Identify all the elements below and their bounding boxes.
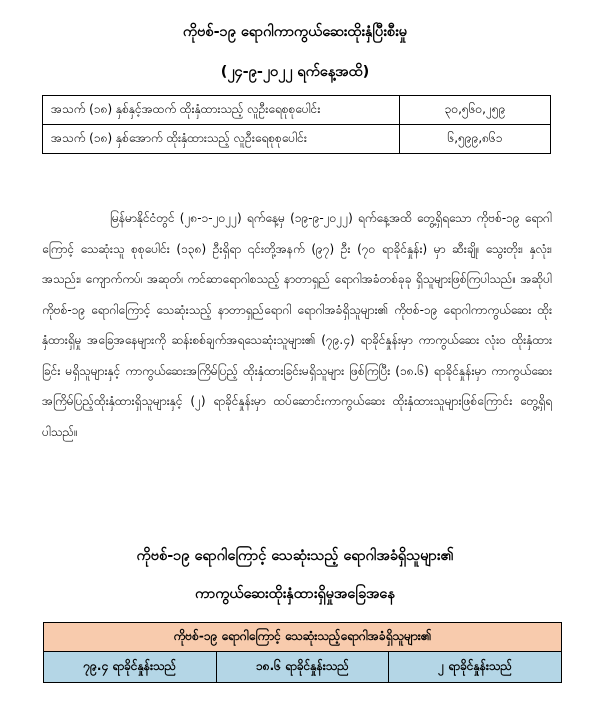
document-title: ကိုဗစ်-၁၉ ရောဂါကာကွယ်ဆေးထိုးနှံပြီးစီးမှု (182, 24, 408, 40)
stat-label-adults: အသက် (၁၈) နှစ်နှင့်အထက် ထိုးနှံထားသည့် လူဦးရေစုစုပေါင်း (43, 96, 400, 125)
column-fully-vaccinated: ၁၈.၆ ရာခိုင်နှုန်းသည် (216, 652, 389, 683)
table-row (44, 652, 562, 683)
section-title-line1: ကိုဗစ်-၁၉ ရောဂါကြောင့် သေဆုံးသည့် ရောဂါအခံရှိသူများ၏ (136, 548, 454, 564)
stat-label-minors: အသက် (၁၈) နှစ်အောက် ထိုးနှံထားသည့် လူဦးရေစုစုပေါင်း (43, 125, 400, 154)
vaccination-stats-table (42, 95, 551, 154)
table-header-row (44, 623, 562, 652)
table-row (43, 96, 551, 125)
section-title-line2: ကာကွယ်ဆေးထိုးနှံထားရှိမှုအခြေအနေ (195, 586, 395, 602)
table-header-cell: ကိုဗစ်-၁၉ ရောဂါကြောင့် သေဆုံးသည့်ရောဂါအခံရှိသူများ၏ (44, 623, 562, 652)
table-row (43, 125, 551, 154)
date-range: (၂၄-၉-၂၀၂၂ ရက်နေ့အထိ) (220, 64, 370, 80)
body-paragraph: မြန်မာနိုင်ငံတွင် (၂၈-၁-၂၀၂၂) ရက်နေ့မှ (၁၉-၉-၂၀၂၂) ရက်နေ့အထိ တွေ့ရှိရသော ကိုဗစ်-၁၉ ရောဂါကြောင့် သေဆုံးသူ စုစုပေါင်း (၁၃၈) ဦးရှိရာ ၎င်းတို့အနက် (၉၇) ဦး (၇၀ ရာခိုင်နှုန်း) မှာ ဆီးချို၊ သွေးတိုး၊ နှလုံး၊ အသည်း၊ ကျောက်ကပ်၊ အဆုတ်၊ ကင်ဆာရောဂါစသည့် နာတာရှည် ရောဂါအခံတစ်ခုခု ရှိသူများဖြစ်ကြပါသည်။ အဆိုပါ ကိုဗစ်-၁၉ ရောဂါကြောင့် သေဆုံးသည့် နာတာရှည်ရောဂါ ရောဂါအခံရှိသူများ၏ ကိုဗစ်-၁၉ ရောဂါကာကွယ်ဆေး ထိုးနှံထားရှိမှု အခြေအနေများကို ဆန်းစစ်ချက်အရသေဆုံးသူများ၏ (၇၉.၄) ရာခိုင်နှုန်းမှာ ကာကွယ်ဆေး လုံးဝ ထိုးနှံထားခြင်း မရှိသူများနှင့် ကာကွယ်ဆေးအကြိမ်ပြည့် ထိုးနှံထားခြင်းမရှိသူများ ဖြစ်ကြပြီး (၁၈.၆) ရာခိုင်နှုန်းမှာ ကာကွယ်ဆေး အကြိမ်ပြည့်ထိုးနှံထားရှိသူများနှင့် (၂) ရာခိုင်နှုန်းမှာ ထပ်ဆောင်းကာကွယ်ဆေး ထိုးနှံထားသူများဖြစ်ကြောင်း တွေ့ရှိရပါသည်။ (42, 211, 552, 439)
column-booster: ၂ ရာခိုင်နှုန်းသည် (389, 652, 562, 683)
stat-value-adults: ၃၀,၅၆၀,၂၅၉ (400, 96, 551, 125)
column-unvaccinated: ၇၉.၄ ရာခိုင်နှုန်းသည် (44, 652, 217, 683)
stat-value-minors: ၆,၅၉၉,၈၆၁ (400, 125, 551, 154)
vaccination-status-table (43, 622, 562, 683)
